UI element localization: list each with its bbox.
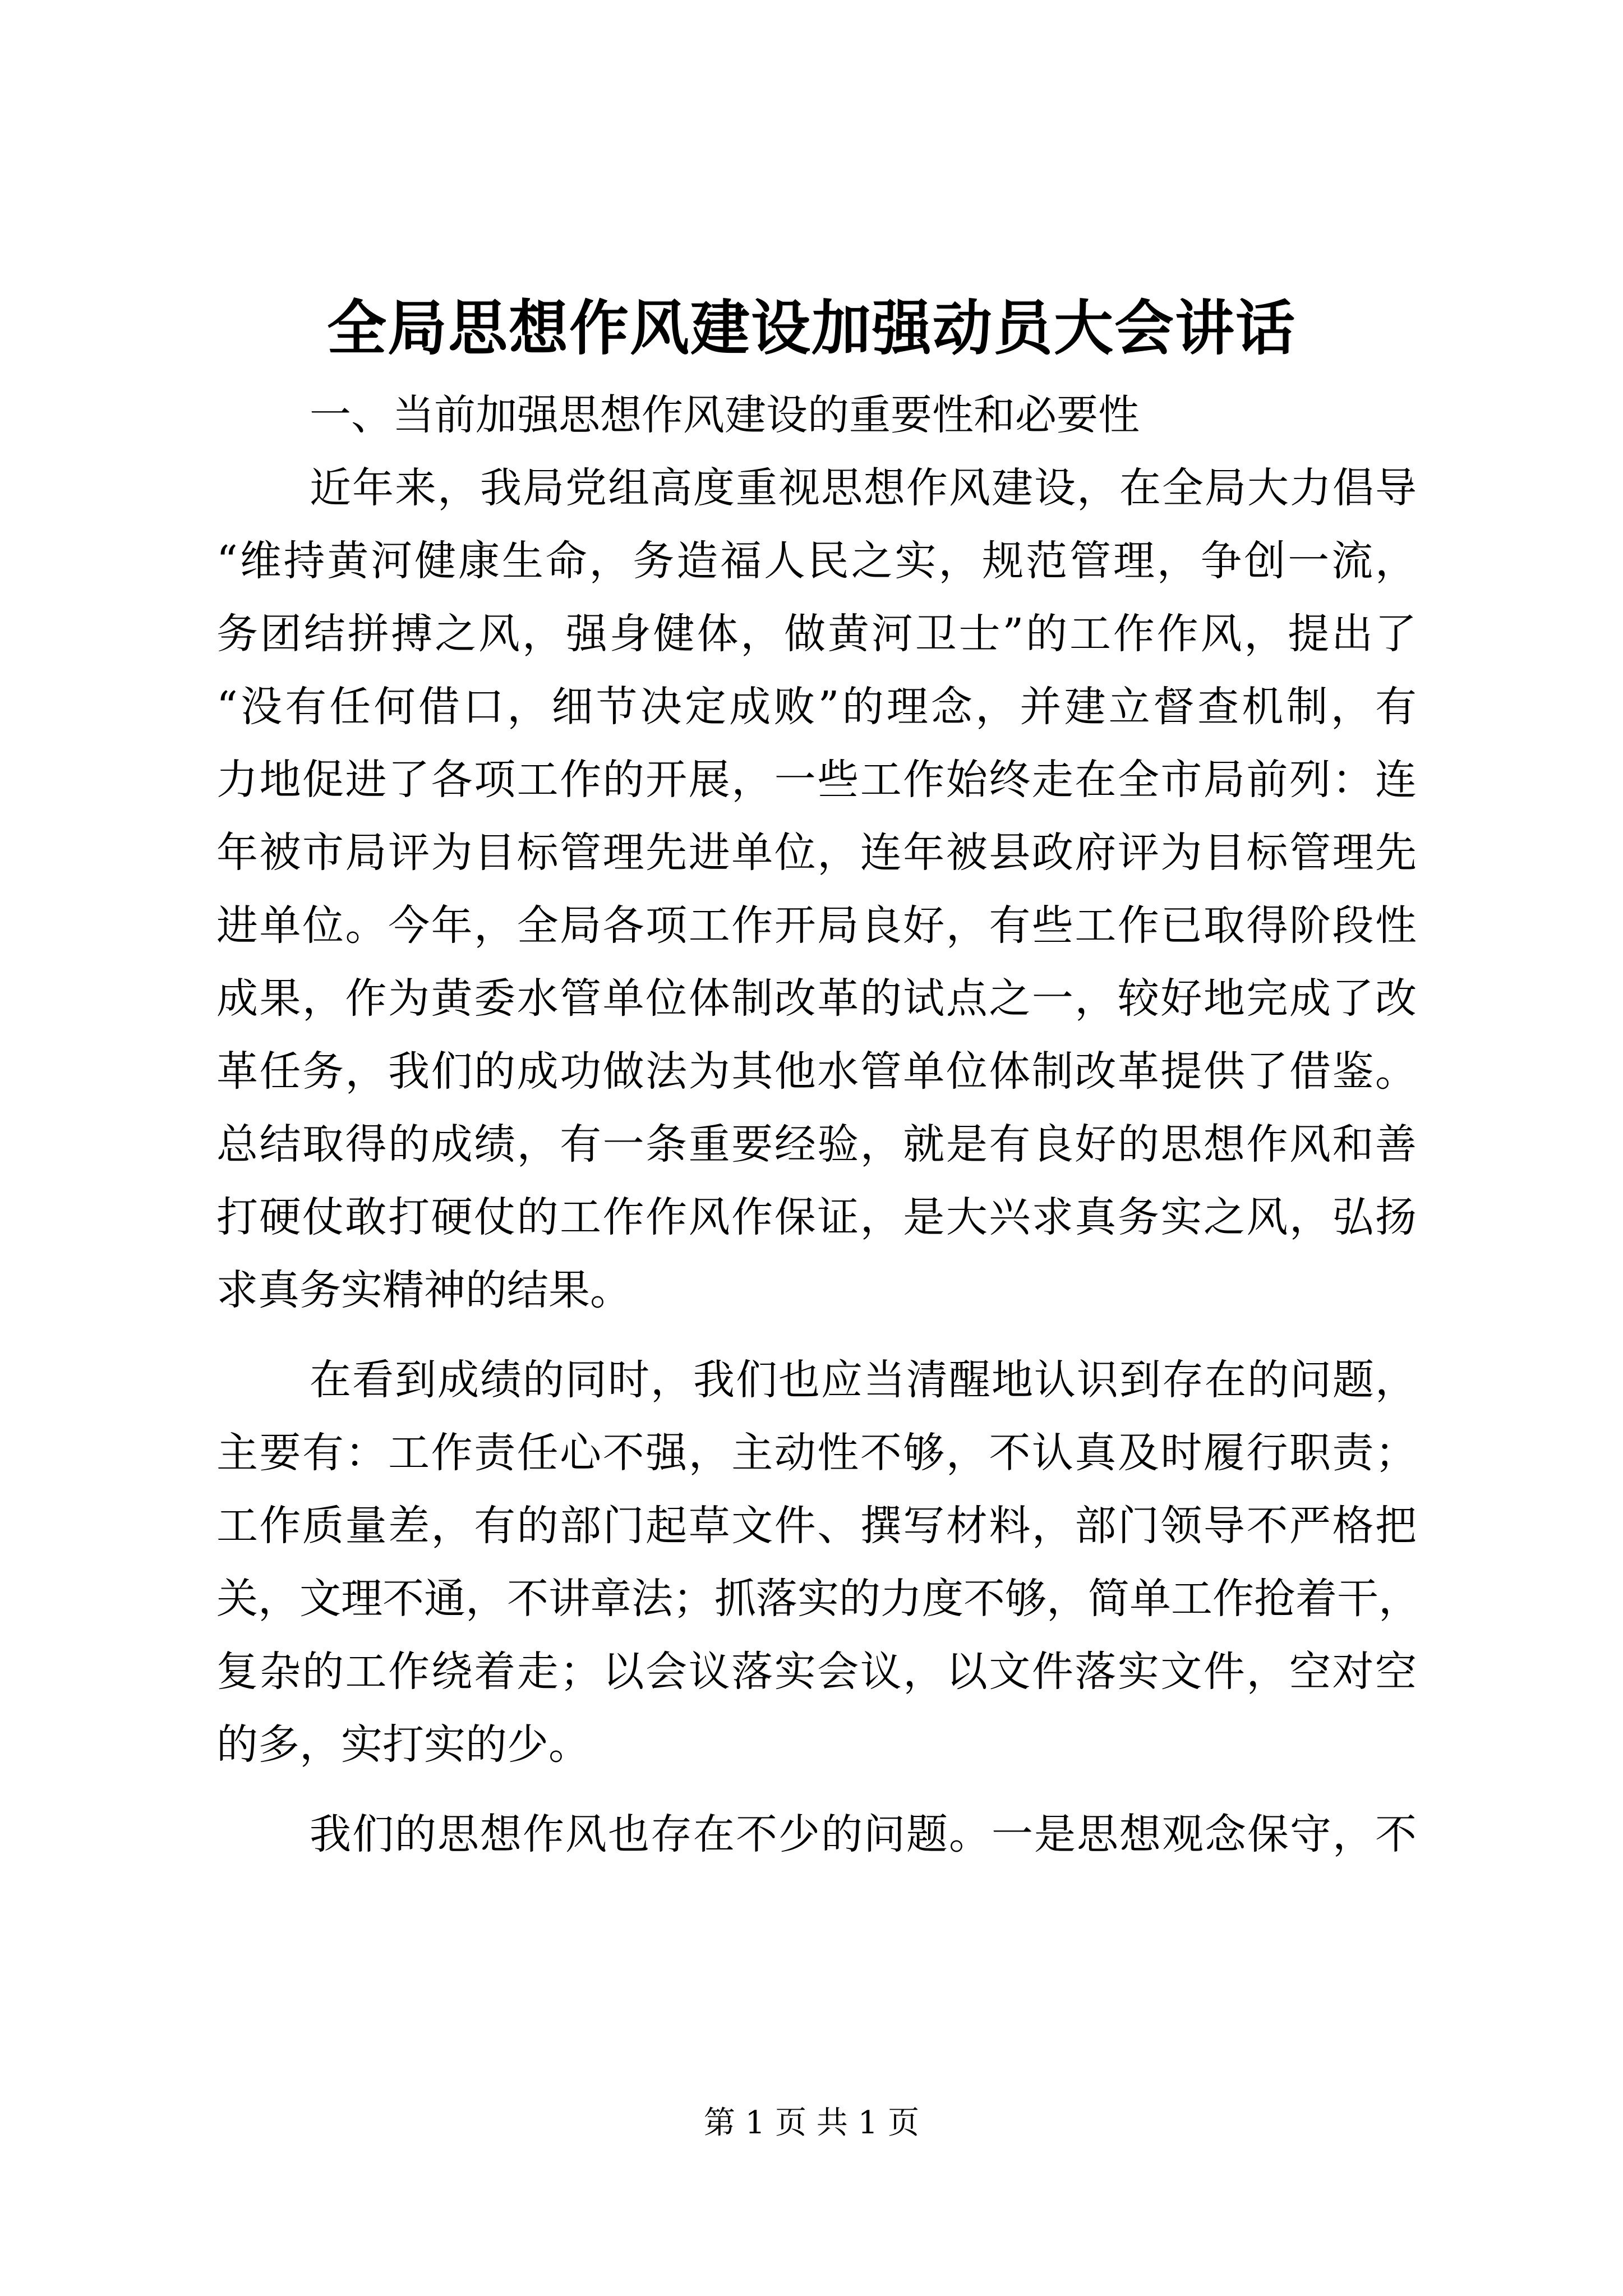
paragraph-2-line-1: 在看到成绩的同时，我们也应当清醒地认识到存在的问题，	[310, 1356, 1417, 1404]
paragraph-spacer	[216, 1327, 1417, 1343]
paragraph-1-line-8: 成果，作为黄委水管单位体制改革的试点之一，较好地完成了改	[216, 974, 1417, 1023]
paragraph-spacer	[216, 1781, 1417, 1798]
page-number-footer: 第 1 页 共 1 页	[703, 2105, 920, 2141]
paragraph-1-line-4: “没有任何借口，细节决定成败”的理念，并建立督查机制，有	[216, 683, 1417, 731]
paragraph-1-line-10: 总结取得的成绩，有一条重要经验，就是有良好的思想作风和善	[216, 1120, 1417, 1168]
paragraph-1-line-12: 求真务实精神的结果。	[216, 1266, 631, 1314]
paragraph-1-line-2: “维持黄河健康生命，务造福人民之实，规范管理，争创一流，	[216, 537, 1417, 585]
paragraph-1-line-9: 革任务，我们的成功做法为其他水管单位体制改革提供了借鉴。	[216, 1047, 1417, 1096]
paragraph-2-line-5: 复杂的工作绕着走；以会议落实会议，以文件落实文件，空对空	[216, 1648, 1417, 1696]
paragraph-1-line-6: 年被市局评为目标管理先进单位，连年被县政府评为目标管理先	[216, 829, 1417, 877]
paragraph-1-line-1: 近年来，我局党组高度重视思想作风建设，在全局大力倡导	[310, 464, 1417, 512]
section-heading: 一、当前加强思想作风建设的重要性和必要性	[310, 391, 1140, 439]
paragraph-1-line-11: 打硬仗敢打硬仗的工作作风作保证，是大兴求真务实之风，弘扬	[216, 1193, 1417, 1241]
paragraph-2-line-3: 工作质量差，有的部门起草文件、撰写材料，部门领导不严格把	[216, 1502, 1417, 1550]
paragraph-2-line-6: 的多，实打实的少。	[216, 1720, 590, 1769]
paragraph-1-line-7: 进单位。今年，全局各项工作开局良好，有些工作已取得阶段性	[216, 901, 1417, 950]
paragraph-3-line-1: 我们的思想作风也存在不少的问题。一是思想观念保守，不	[310, 1810, 1417, 1858]
document-title: 全局思想作风建设加强动员大会讲话	[327, 293, 1296, 363]
paragraph-1-line-3: 务团结拼搏之风，强身健体，做黄河卫士”的工作作风，提出了	[216, 610, 1417, 658]
paragraph-1-line-5: 力地促进了各项工作的开展，一些工作始终走在全市局前列：连	[216, 756, 1417, 804]
paragraph-2-line-4: 关，文理不通，不讲章法；抓落实的力度不够，简单工作抢着干，	[216, 1575, 1420, 1623]
paragraph-2-line-2: 主要有：工作责任心不强，主动性不够，不认真及时履行职责；	[216, 1429, 1417, 1477]
document-body	[216, 379, 1420, 1871]
